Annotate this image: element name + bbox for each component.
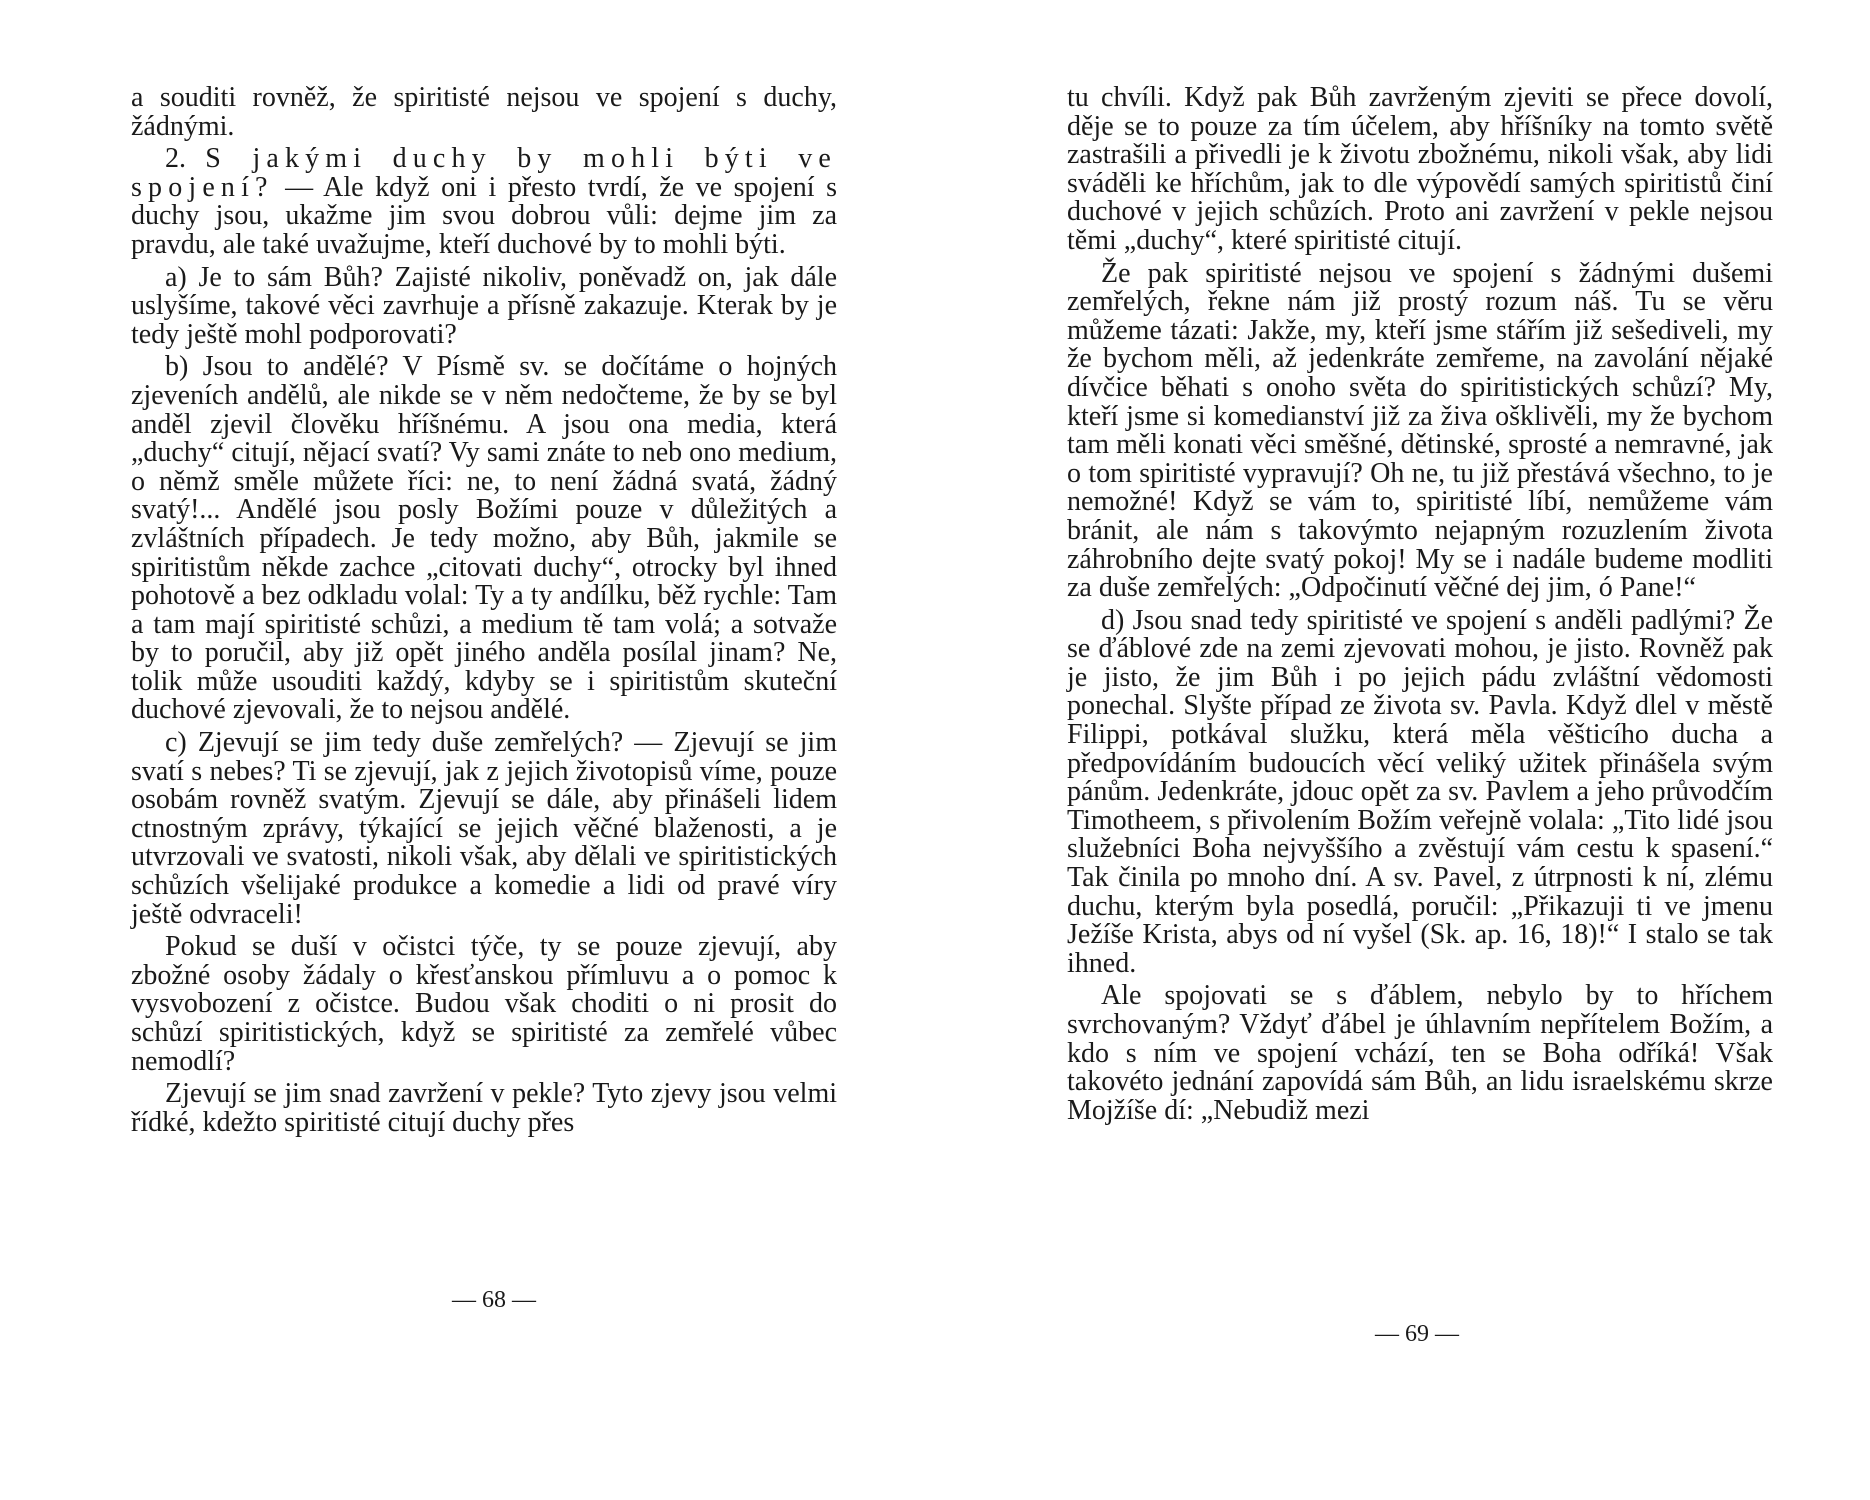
paragraph-text: Ale když oni i přesto tvrdí, že ve spojení s duchy jsou, ukažme jim svou dobrou vůli: dejme jim za pravdu, ale také uvažujme, kteří duchové by to mohli býti. bbox=[131, 171, 837, 260]
section-heading: S jakými duchy by mohli býti ve spojení? bbox=[131, 143, 837, 203]
paragraph: Zjevují se jim snad zavržení v pekle? Tyto zjevy jsou velmi řídké, kdežto spiritisté citují duchy přes bbox=[131, 1078, 837, 1138]
section-heading-number: 2. bbox=[165, 143, 186, 175]
page-number-left: — 68 — bbox=[452, 1287, 536, 1313]
paragraph: Pokud se duší v očistci týče, ty se pouze zjevují, aby zbožné osoby žádaly o křesťanskou přímluvu a o pomoc k vysvobození z očistce. Budou však choditi o ni prosit do schůzí spiritistických, když se spiritisté za zemřelé vůbec nemodlí? bbox=[131, 931, 837, 1077]
paragraph: a souditi rovněž, že spiritisté nejsou ve spojení s duchy, žádnými. bbox=[131, 82, 837, 142]
section-paragraph: 2. S jakými duchy by mohli býti ve spojení? — Ale když oni i přesto tvrdí, že ve spojení s duchy jsou, ukažme jim svou dobrou vůli: dejme jim za pravdu, ale také uvažujme, kteří duchové by to mohli býti. bbox=[131, 143, 837, 260]
paragraph: Ale spojovati se s ďáblem, nebylo by to hříchem svrchovaným? Vždyť ďábel je úhlavním nepřítelem Božím, a kdo s ním ve spojení vchází, ten se Boha odříká! Však takovéto jednání zapovídá sám Bůh, an lidu israelskému skrze Mojžíše dí: „Nebudiž mezi bbox=[1067, 980, 1773, 1126]
left-page bbox=[131, 84, 837, 1141]
paragraph: a) Je to sám Bůh? Zajisté nikoliv, poněvadž on, jak dále uslyšíme, takové věci zavrhuje a přísně zakazuje. Kterak by je tedy ještě mohl podporovati? bbox=[131, 261, 837, 350]
page-number-right: — 69 — bbox=[1375, 1321, 1459, 1347]
right-page bbox=[1067, 84, 1773, 1129]
paragraph: b) Jsou to andělé? V Písmě sv. se dočítáme o hojných zjeveních andělů, ale nikde se v něm nedočteme, že by se byl anděl zjevil člověku hříšnému. A jsou ona media, která „duchy“ citují, nějací svatí? Vy sami znáte to neb ono medium, o němž směle můžete říci: ne, to není žádná svatá, žádný svatý!... Andělé jsou posly Božími pouze v důležitých a zvláštních případech. Je tedy možno, aby Bůh, jakmile se spiritistům někde zachce „citovati duchy“, otrocky byl ihned pohotově a bez odkladu volal: Ty a ty andílku, běž rychle: Tam a tam mají spiritisté schůzi, a medium tě tam volá; a sotvaže by to poručil, aby již opět jiného anděla posílal jinam? Ne, tolik může usouditi každý, kdyby se i spiritistům skuteční duchové zjevovali, že to nejsou andělé. bbox=[131, 351, 837, 726]
paragraph: tu chvíli. Když pak Bůh zavrženým zjeviti se přece dovolí, děje se to pouze za tím účelem, aby hříšníky na tomto světě zastrašili a přivedli je k životu zbožnému, nikoli však, aby lidi sváděli ke hříchům, jak to dle výpovědí samých spiritistů činí duchové v jejich schůzích. Proto ani zavržení v pekle nejsou těmi „duchy“, které spiritisté citují. bbox=[1067, 82, 1773, 256]
paragraph: Že pak spiritisté nejsou ve spojení s žádnými dušemi zemřelých, řekne nám již prostý rozum náš. Tu se věru můžeme tázati: Jakže, my, kteří jsme stářím již sešediveli, my že bychom měli, až jedenkráte zemřeme, na zavolání nějaké dívčice běhati s onoho světa do spiritistických schůzí? My, kteří jsme si komedianství již za živa ošklivěli, my že bychom tam měli konati věci směšné, dětinské, sprosté a nemravné, jak o tom spiritisté vypravují? Oh ne, tu již přestává všechno, to je nemožné! Když se vám to, spiritisté líbí, nemůžeme vám bránit, ale nám s takovýmto nejapným rozuzlením života záhrobního dejte svatý pokoj! My se i nadále budeme modliti za duše zemřelých: „Odpočinutí věčné dej jim, ó Pane!“ bbox=[1067, 257, 1773, 604]
paragraph: d) Jsou snad tedy spiritisté ve spojení s anděli padlými? Že se ďáblové zde na zemi zjevovati mohou, je jisto. Rovněž pak je jisto, že jim Bůh i po jejich pádu zvláštní vědomosti ponechal. Slyšte případ ze života sv. Pavla. Když dlel v městě Filippi, potkával služku, která měla věšticího ducha a předpovídáním budoucích věcí veliký užitek přinášela svým pánům. Jedenkráte, jdouc opět za sv. Pavlem a jeho průvodčím Timotheem, s přivolením Božím veřejně volala: „Tito lidé jsou služebníci Boha nejvyššího a zvěstují vám cestu k spasení.“ Tak činila po mnoho dní. A sv. Pavel, z útrpnosti k ní, zlému duchu, kterým byla posedlá, poručil: „Přikazuji ti ve jmenu Ježíše Krista, abys od ní vyšel (Sk. ap. 16, 18)!“ I stalo se tak ihned. bbox=[1067, 604, 1773, 979]
paragraph: c) Zjevují se jim tedy duše zemřelých? — Zjevují se jim svatí s nebes? Ti se zjevují, jak z jejich životopisů víme, pouze osobám rovněž svatým. Zjevují se dále, aby přinášeli lidem ctnostným zprávy, týkající se jejich věčné blaženosti, a je utvrzovali ve svatosti, nikoli však, aby dělali ve spiritistických schůzích všelijaké produkce a komedie a lidi od pravé víry ještě odvraceli! bbox=[131, 727, 837, 930]
